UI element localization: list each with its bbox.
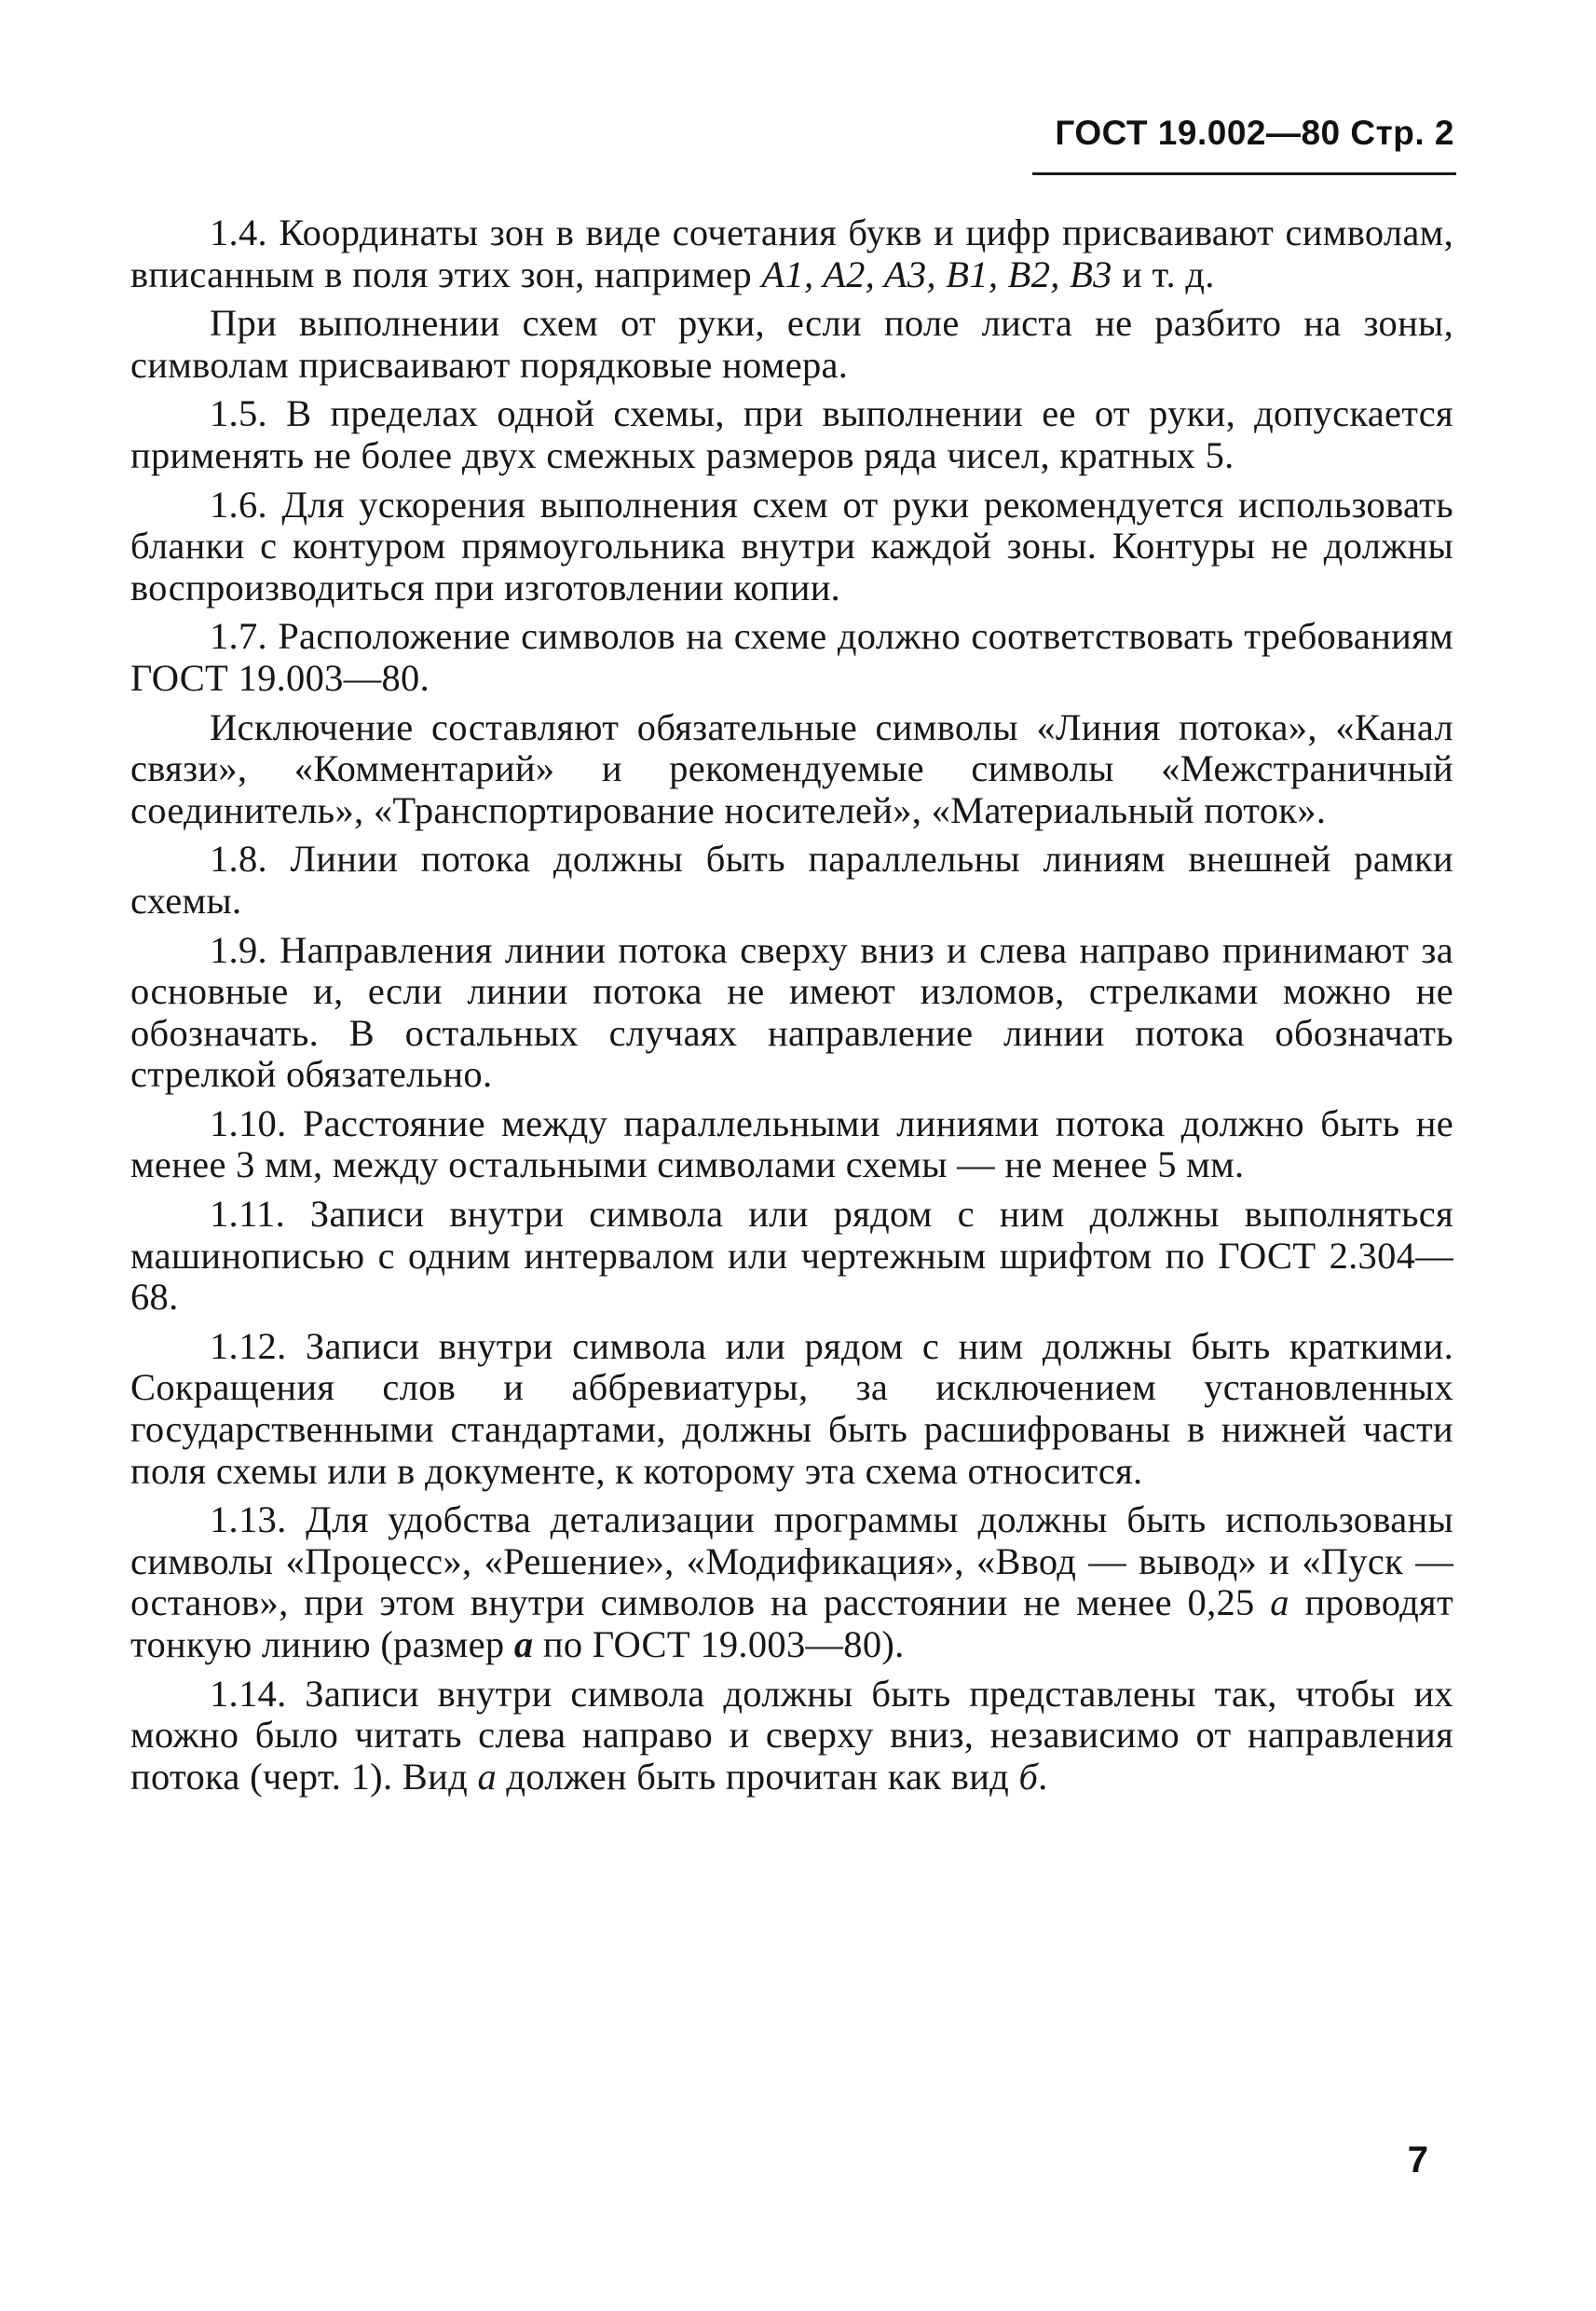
text-segment: должен быть прочитан как вид bbox=[497, 1755, 1019, 1798]
standard-header: ГОСТ 19.002—80 Стр. 2 bbox=[1055, 114, 1454, 152]
header-rule bbox=[1032, 172, 1456, 175]
text-segment: a bbox=[477, 1755, 497, 1798]
paragraph-1-8 bbox=[130, 839, 1453, 922]
text-segment: 1.8. Линии потока должны быть параллельны линиям внешней рамки схемы. bbox=[130, 838, 1453, 922]
text-segment: При выполнении схем от руки, если поле листа не разбито на зоны, символам присваивают порядковые номера. bbox=[130, 302, 1453, 386]
paragraph-1-13 bbox=[130, 1499, 1453, 1665]
text-segment: Исключение составляют обязательные символы «Линия потока», «Канал связи», «Комментарий» и рекомендуемые символы «Межстраничный соединитель», «Транспортирование носителей», «Материальный поток». bbox=[130, 705, 1453, 831]
paragraph-1-5 bbox=[130, 393, 1453, 476]
text-segment: a bbox=[1270, 1581, 1289, 1624]
text-segment: 1.6. Для ускорения выполнения схем от руки рекомендуется использовать бланки с контуром прямоугольника внутри каждой зоны. Контуры не должны воспроизводиться при изготовлении копии. bbox=[130, 483, 1453, 609]
text-segment: 1.13. Для удобства детализации программы должны быть использованы символы «Процесс», «Решение», «Модификация», «Ввод — вывод» и «Пуск — останов», при этом внутри символов на расстоянии не менее 0,25 bbox=[130, 1498, 1453, 1624]
text-segment: 1.10. Расстояние между параллельными линиями потока должно быть не менее 3 мм, между остальными символами схемы — не менее 5 мм. bbox=[130, 1101, 1453, 1186]
text-segment: 1.4. Координаты зон в виде сочетания букв и цифр присваивают символам, вписанным в поля этих зон, например bbox=[130, 212, 1453, 295]
text-segment: 1.5. В пределах одной схемы, при выполнении ее от руки, допускается применять не более двух смежных размеров ряда чисел, кратных 5. bbox=[130, 392, 1453, 476]
text-segment: 1.14. Записи внутри символа должны быть представлены так, чтобы их можно было читать слева направо и сверху вниз, независимо от направления потока (черт. 1). Вид bbox=[130, 1672, 1453, 1798]
text-segment: проводят тонкую линию (размер bbox=[130, 1581, 1453, 1665]
text-segment: и т. д. bbox=[1112, 253, 1215, 295]
text-segment: 1.7. Расположение символов на схеме должно соответствовать требованиям ГОСТ 19.003—80. bbox=[130, 615, 1453, 699]
paragraph-1-11 bbox=[130, 1194, 1453, 1319]
paragraph-exceptions bbox=[130, 707, 1453, 832]
text-segment: 1.12. Записи внутри символа или рядом с ним должны быть краткими. Сокращения слов и аббревиатуры, за исключением установленных государственными стандартами, должны быть расшифрованы в нижней части поля схемы или в документе, к которому эта схема относится. bbox=[130, 1324, 1453, 1492]
paragraph-1-12 bbox=[130, 1326, 1453, 1492]
body-text bbox=[130, 212, 1453, 1805]
paragraph-1-6 bbox=[130, 485, 1453, 609]
paragraph-1-14 bbox=[130, 1674, 1453, 1798]
text-segment: . bbox=[1038, 1755, 1048, 1798]
paragraph-1-9 bbox=[130, 930, 1453, 1096]
paragraph-1-7 bbox=[130, 616, 1453, 699]
text-segment: a bbox=[513, 1623, 534, 1665]
page-number: 7 bbox=[1407, 2140, 1428, 2181]
page-header bbox=[1055, 114, 1454, 153]
text-segment: A1, A2, A3, B1, B2, B3 bbox=[761, 253, 1112, 295]
text-segment: по ГОСТ 19.003—80). bbox=[533, 1623, 905, 1665]
text-segment: б bbox=[1018, 1755, 1039, 1798]
paragraph-freehand-zones bbox=[130, 303, 1453, 386]
paragraph-1-10 bbox=[130, 1103, 1453, 1186]
paragraph-1-4 bbox=[130, 212, 1453, 295]
text-segment: 1.9. Направления линии потока сверху вниз и слева направо принимают за основные и, если линии потока не имеют изломов, стрелками можно не обозначать. В остальных случаях направление линии потока обозначать стрелкой обязательно. bbox=[130, 928, 1453, 1096]
text-segment: 1.11. Записи внутри символа или рядом с ним должны выполняться машинописью с одним интервалом или чертежным шрифтом по ГОСТ 2.304—68. bbox=[130, 1193, 1453, 1319]
